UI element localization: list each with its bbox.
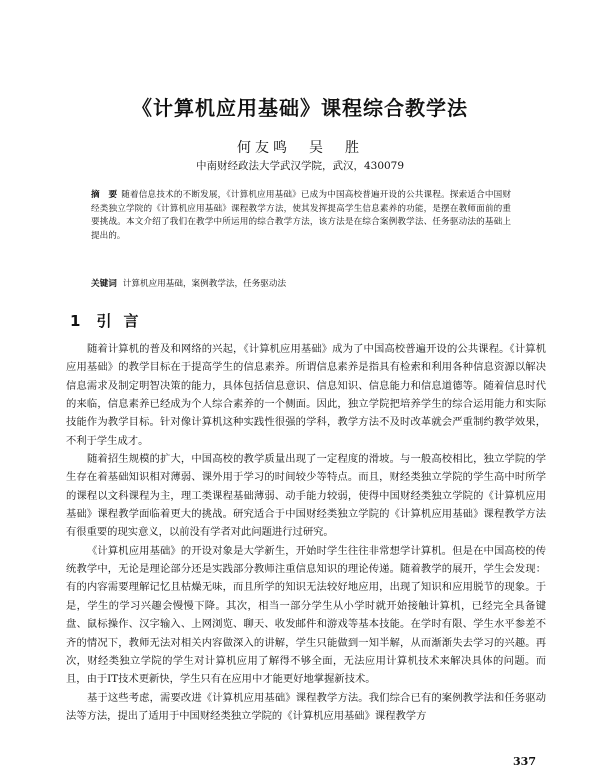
section-title: 引言 bbox=[96, 312, 151, 330]
section-number: 1 bbox=[70, 312, 81, 330]
paragraph: 随着招生规模的扩大，中国高校的教学质量出现了一定程度的滑坡。与一般高校相比，独立学院的学生存在着基础知识相对薄弱、课外用于学习的时间较少等特点。而且，财经类独立学院的学生高中时所学的课程以文科课程为主，理工类课程基础薄弱、动手能力较弱，使得中国财经类独立学院的《计算机应用基础》课程教学面临着更大的挑战。研究适合于中国财经类独立学院的《计算机应用基础》课程教学方法有很重要的现实意义，以前没有学者对此问题进行过研究。 bbox=[66, 453, 546, 539]
authors: 何友鸣 吴 胜 bbox=[237, 140, 363, 156]
paragraph: 随着计算机的普及和网络的兴起，《计算机应用基础》成为了中国高校普遍开设的公共课程。《计算机应用基础》的教学目标在于提高学生的信息素养。所谓信息素养是指具有检索和利用各种信息资源以解决信息需求及制定明智决策的能力，具体包括信息意识、信息知识、信息能力和信息道德等。随着信息时代的来临，信息素养已经成为个人综合素养的一个侧面。因此，独立学院把培养学生的综合运用能力和实际技能作为教学目标。针对像计算机这种实践性很强的学科，教学方法不及时改革就会严重制约教学效果，不利于学生成才。 bbox=[66, 343, 546, 447]
affiliation: 中南财经政法大学武汉学院，武汉，430079 bbox=[195, 160, 405, 172]
paper-title: 《计算机应用基础》课程综合教学法 bbox=[132, 96, 468, 120]
body-text bbox=[66, 340, 546, 725]
keywords bbox=[91, 277, 511, 289]
paragraph: 基于这些考虑，需要改进《计算机应用基础》课程教学方法。我们综合已有的案例教学法和任务驱动法等方法，提出了适用于中国财经类独立学院的《计算机应用基础》课程教学方 bbox=[66, 691, 546, 722]
page-number: 337 bbox=[513, 755, 536, 768]
abstract-label: 摘 要 bbox=[91, 190, 118, 200]
abstract-text: 随着信息技术的不断发展，《计算机应用基础》已成为中国高校普遍开设的公共课程。探索适合中国财经类独立学院的《计算机应用基础》课程教学方法，使其发挥提高学生信息素养的功能，是摆在教师面前的重要挑战。本文介绍了我们在教学中所运用的综合教学方法，该方法是在综合案例教学法、任务驱动法的基础上提出的。 bbox=[91, 190, 511, 241]
abstract bbox=[91, 189, 511, 243]
keywords-text: 计算机应用基础，案例教学法，任务驱动法 bbox=[122, 279, 287, 289]
paragraph: 《计算机应用基础》的开设对象是大学新生，开始时学生往往非常想学计算机。但是在中国高校的传统教学中，无论是理论部分还是实践部分教师注重信息知识的理论传递。随着教学的展开，学生会发现：有的内容需要理解记忆且枯燥无味，而且所学的知识无法较好地应用，出现了知识和应用脱节的现象。于是，学生的学习兴趣会慢慢下降。其次，相当一部分学生从小学时就开始接触计算机，已经完全具备键盘、鼠标操作、汉字输入、上网浏览、聊天、收发邮件和游戏等基本技能。在学时有限、学生水平参差不齐的情况下，教师无法对相关内容做深入的讲解，学生只能做到一知半解，从而渐渐失去学习的兴趣。再次，财经类独立学院的学生对计算机应用了解得不够全面，无法应用计算机技术来解决具体的问题。而且，由于IT技术更新快，学生只有在应用中才能更好地掌握新技术。 bbox=[66, 544, 546, 686]
section-heading bbox=[70, 310, 150, 331]
keywords-label: 关键词 bbox=[91, 279, 117, 289]
